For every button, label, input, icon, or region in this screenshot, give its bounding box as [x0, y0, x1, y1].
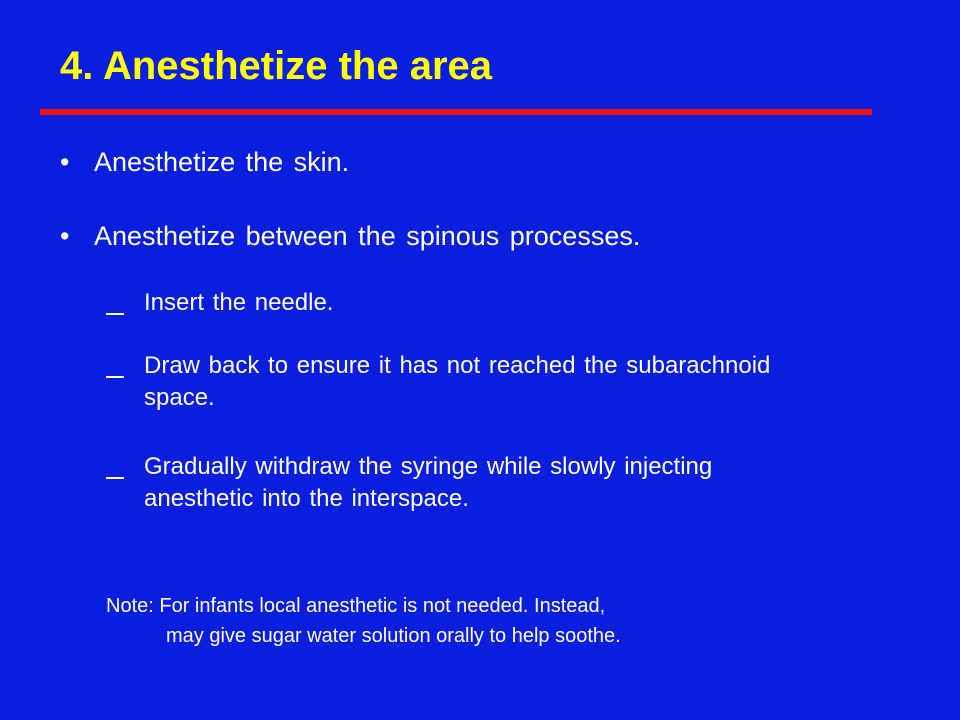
sub-bullet-item [106, 350, 806, 414]
sub-bullet-text: Draw back to ensure it has not reached the subarachnoid space. [144, 352, 771, 411]
sub-bullet-text: Insert the needle. [144, 289, 334, 316]
note-line-1: Note: For infants local anesthetic is not needed. Instead, [106, 595, 606, 617]
dash-marker-icon [106, 287, 128, 319]
sub-bullet-text: Gradually withdraw the syringe while slowly injecting anesthetic into the interspace. [144, 453, 713, 512]
bullet-item [60, 220, 640, 252]
dash-marker-icon [106, 350, 128, 382]
bullet-dot-icon: • [60, 147, 70, 177]
sub-bullet-item [106, 451, 806, 515]
bullet-text: Anesthetize between the spinous processes. [94, 221, 641, 251]
bullet-text: Anesthetize the skin. [94, 147, 350, 177]
bullet-item [60, 146, 349, 178]
slide-title: 4. Anesthetize the area [60, 44, 493, 88]
sub-bullet-item [106, 287, 806, 319]
note-text [106, 591, 806, 651]
title-underline-rule [40, 109, 872, 115]
dash-marker-icon [106, 451, 128, 483]
note-line-2: may give sugar water solution orally to help soothe. [166, 625, 621, 647]
bullet-dot-icon: • [60, 221, 70, 251]
